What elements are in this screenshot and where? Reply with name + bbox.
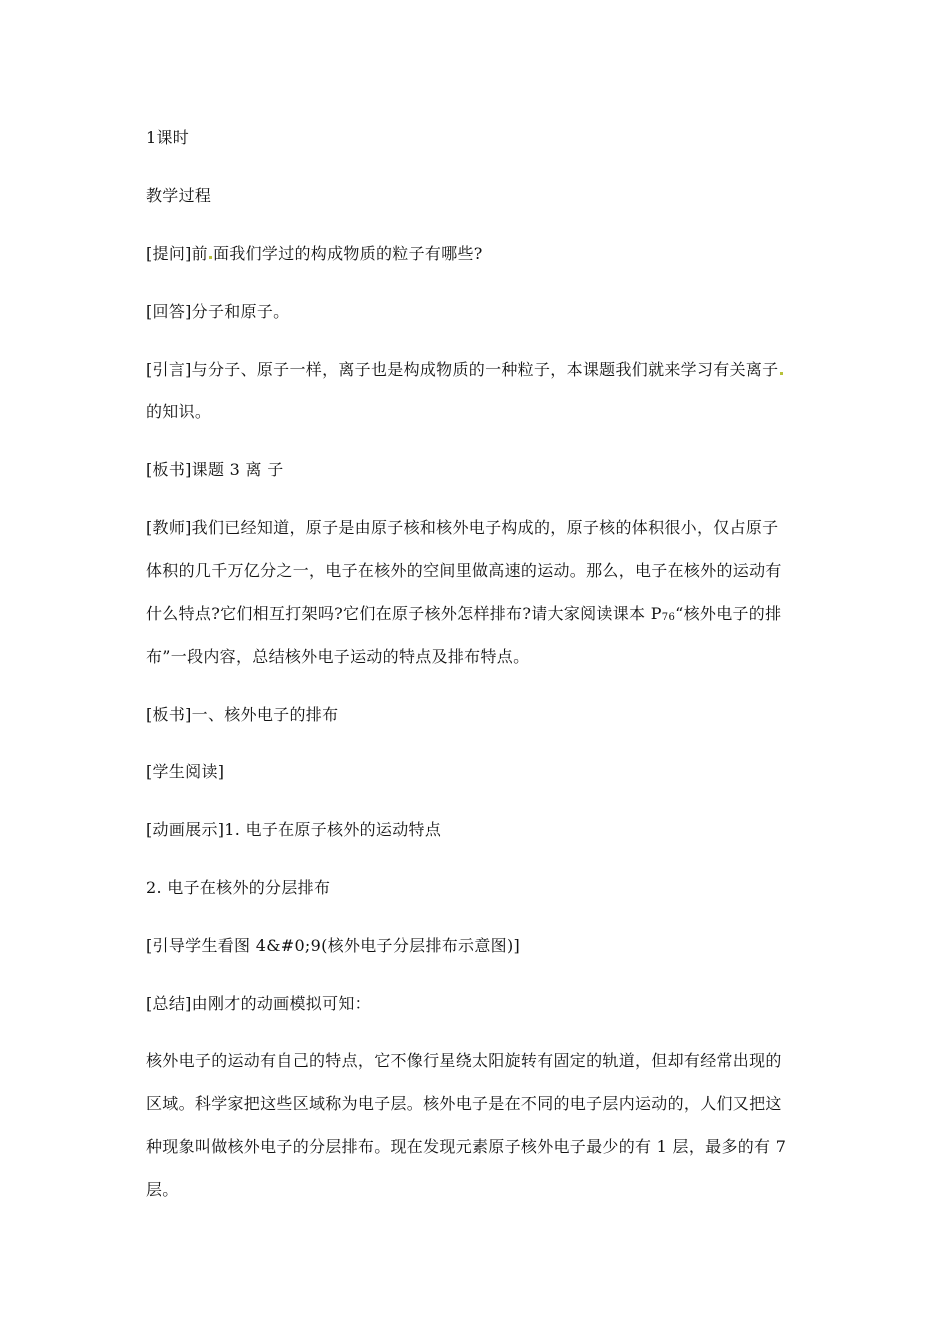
question-line — [146, 244, 483, 264]
student-read-line: [学生阅读] — [146, 762, 225, 781]
summary-line: [总结]由刚才的动画模拟可知： — [146, 994, 371, 1013]
process-heading: 教学过程 — [146, 186, 212, 205]
para-line-2: 区域。科学家把这些区域称为电子层。核外电子是在不同的电子层内运动的，人们又把这 — [146, 1094, 782, 1113]
period-line: 1课时 — [146, 128, 190, 147]
teacher-line-3-tail: “核外电子的排 — [675, 604, 782, 623]
teacher-line-1: [教师]我们已经知道，原子是由原子核和核外电子构成的，原子核的体积很小，仅占原子 — [146, 518, 779, 537]
question-prefix: [提问]前 — [146, 244, 208, 263]
board-title-line: [板书]课题 3 离 子 — [146, 460, 284, 479]
teacher-line-2: 体积的几千万亿分之一，电子在核外的空间里做高速的运动。那么，电子在核外的运动有 — [146, 561, 782, 580]
answer-line: [回答]分子和原子。 — [146, 302, 290, 321]
teacher-line-3 — [146, 604, 781, 628]
board-section-line: [板书]一、核外电子的排布 — [146, 705, 339, 724]
intro-line-2: 的知识。 — [146, 402, 212, 421]
page-number-subscript: 76 — [661, 612, 676, 623]
para-line-1: 核外电子的运动有自己的特点，它不像行星绕太阳旋转有固定的轨道，但却有经常出现的 — [146, 1051, 782, 1070]
guide-line: [引导学生看图 4&#0;9(核外电子分层排布示意图)] — [146, 936, 521, 955]
animation-line: [动画展示]1. 电子在原子核外的运动特点 — [146, 820, 442, 839]
teacher-line-4: 布”一段内容，总结核外电子运动的特点及排布特点。 — [146, 647, 530, 666]
para-line-3: 种现象叫做核外电子的分层排布。现在发现元素原子核外电子最少的有 1 层，最多的有 7 — [146, 1137, 787, 1156]
mark-dot-icon — [780, 372, 783, 375]
mark-dot-icon — [209, 256, 212, 259]
point-2-line: 2. 电子在核外的分层排布 — [146, 878, 331, 897]
teacher-line-3-text: 什么特点?它们相互打架吗?它们在原子核外怎样排布?请大家阅读课本 P — [146, 604, 662, 623]
intro-text: [引言]与分子、原子一样，离子也是构成物质的一种粒子，本课题我们就来学习有关离子 — [146, 360, 779, 379]
intro-line-1 — [146, 360, 784, 380]
para-line-4: 层。 — [146, 1180, 179, 1199]
question-rest: 面我们学过的构成物质的粒子有哪些? — [213, 244, 483, 263]
